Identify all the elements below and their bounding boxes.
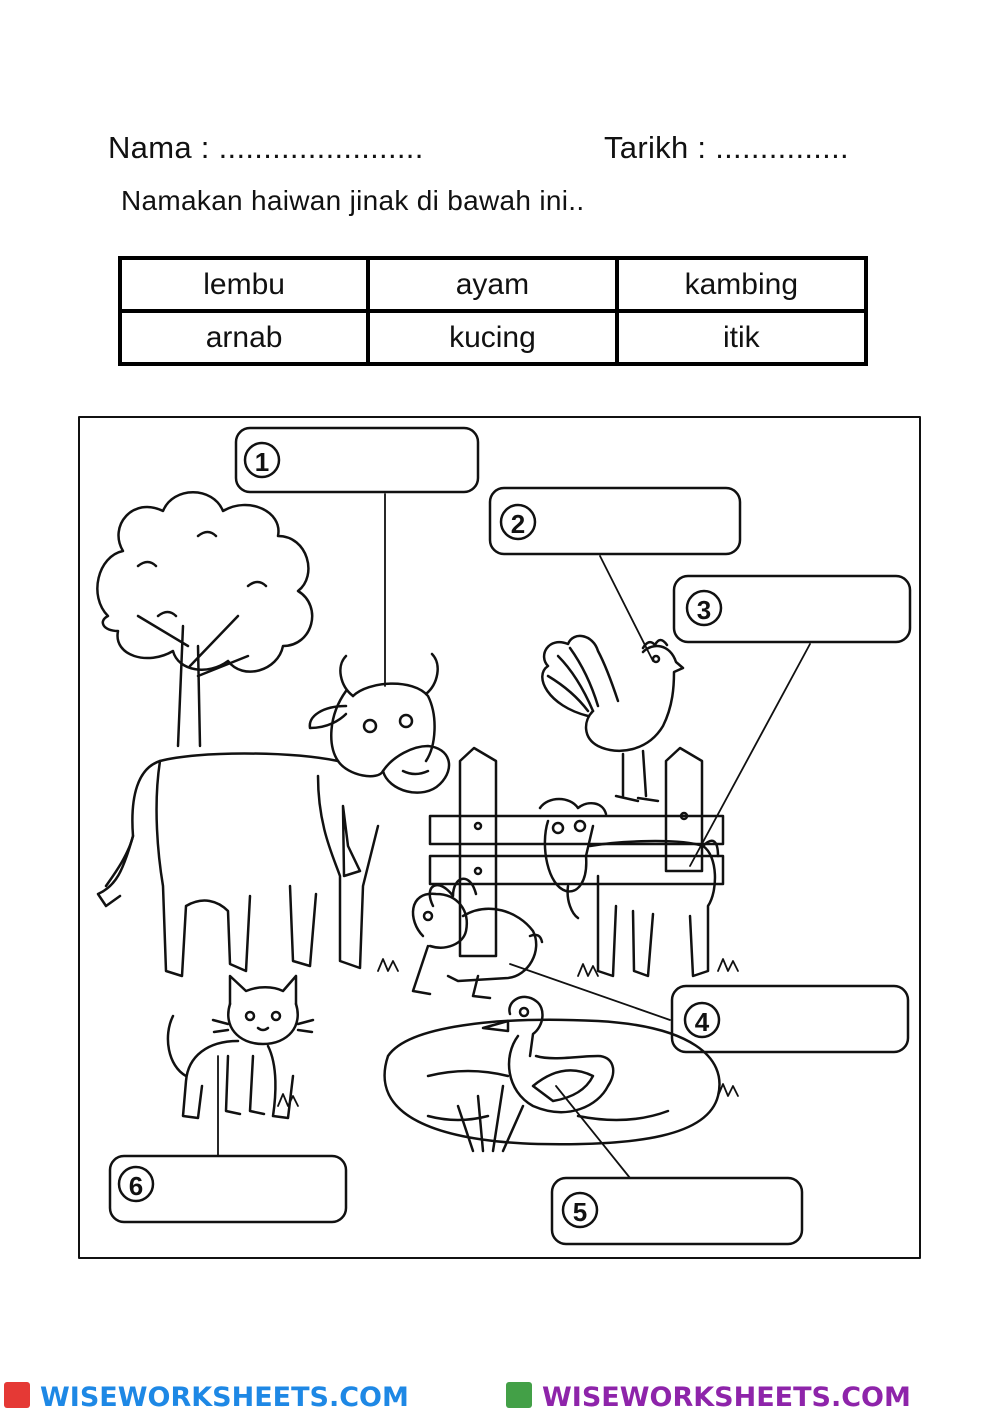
leader-lines — [218, 494, 810, 1178]
cat-illustration — [168, 976, 313, 1118]
logo-icon — [4, 1382, 30, 1408]
logo-icon — [506, 1382, 532, 1408]
pond-illustration — [385, 1020, 720, 1151]
rooster-illustration — [542, 636, 683, 801]
box-number: 6 — [128, 1171, 144, 1201]
box-number: 5 — [572, 1197, 588, 1227]
word-cell: arnab — [120, 311, 368, 364]
answer-box-2[interactable] — [490, 488, 740, 554]
answer-box-6[interactable] — [110, 1156, 346, 1222]
goat-illustration — [540, 799, 718, 976]
scene-frame — [79, 417, 920, 1258]
word-cell: kucing — [368, 311, 616, 364]
farm-scene-illustration — [78, 416, 921, 1259]
answer-box-3[interactable] — [674, 576, 910, 642]
fence-illustration — [430, 748, 723, 956]
watermark-text: WISEWORKSHEETS.COM — [40, 1382, 409, 1413]
table-row — [120, 258, 866, 311]
rabbit-illustration — [413, 879, 542, 998]
box-number: 3 — [696, 595, 712, 625]
answer-box-4[interactable] — [672, 986, 908, 1052]
cow-illustration — [98, 654, 449, 976]
word-bank-table — [118, 256, 868, 366]
word-cell: lembu — [120, 258, 368, 311]
watermark-footer — [0, 1374, 1000, 1413]
date-field-label: Tarikh : ............... — [604, 130, 849, 165]
word-cell: kambing — [617, 258, 866, 311]
answer-box-1[interactable] — [236, 428, 478, 492]
table-row — [120, 311, 866, 364]
watermark-text: WISEWORKSHEETS.COM — [542, 1382, 911, 1413]
box-number: 4 — [694, 1007, 710, 1037]
word-cell: ayam — [368, 258, 616, 311]
answer-box-5[interactable] — [552, 1178, 802, 1244]
box-number: 1 — [254, 447, 270, 477]
box-number: 2 — [510, 509, 526, 539]
name-field-label: Nama : ....................... — [108, 130, 424, 165]
tree-illustration — [97, 492, 312, 746]
instruction-text: Namakan haiwan jinak di bawah ini.. — [121, 185, 585, 216]
word-cell: itik — [617, 311, 866, 364]
